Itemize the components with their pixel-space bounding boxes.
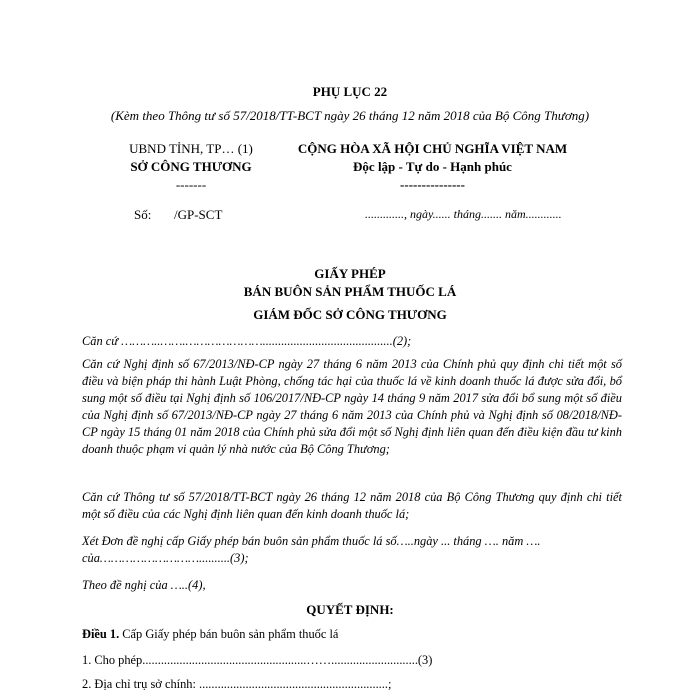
province-line: UBND TỈNH, TP… (1) bbox=[129, 141, 253, 156]
left-divider: ------- bbox=[175, 177, 207, 192]
circular-paragraph: Căn cứ Thông tư số 57/2018/TT-BCT ngày 26 tháng 12 năm 2018 của Bộ Công Thương quy định chi tiết một số điều của các Nghị định liên quan đến kinh doanh thuốc lá; bbox=[82, 490, 622, 521]
national-motto-header bbox=[275, 140, 590, 194]
application-line1: Xét Đơn đề nghị cấp Giấy phép bán buôn sản phẩm thuốc lá số…..ngày ... tháng …. năm …. bbox=[82, 534, 541, 548]
appendix-title: PHỤ LỤC 22 bbox=[312, 84, 388, 99]
date-line: ............., ngày...... tháng....... năm............ bbox=[365, 207, 562, 221]
issuing-authority-header bbox=[96, 140, 286, 194]
application-line2: của………………………..........(3); bbox=[82, 551, 249, 565]
director-title: GIÁM ĐỐC SỞ CÔNG THƯƠNG bbox=[253, 307, 447, 322]
article-1 bbox=[82, 627, 338, 642]
permit-title bbox=[0, 265, 700, 301]
article-1-text: Cấp Giấy phép bán buôn sản phẩm thuốc lá bbox=[119, 627, 339, 641]
application-paragraph bbox=[82, 533, 622, 567]
right-divider: --------------- bbox=[400, 177, 465, 192]
permit-title-line1: GIẤY PHÉP bbox=[314, 266, 386, 281]
decree-paragraph: Căn cứ Nghị định số 67/2013/NĐ-CP ngày 27 tháng 6 năm 2013 của Chính phủ quy định chi tiết một số điều và biện pháp thi hành Luật Phòng, chống tác hại của thuốc lá về kinh doanh thuốc lá được sửa đổi, bổ sung một số điều tại Nghị định số 106/2017/NĐ-CP ngày 14 tháng 9 năm 2017 sửa đổi bổ sung một số điều của Nghị định số 67/2013/NĐ-CP ngày 27 tháng 6 năm 2013 của Chính phủ và Nghị định số 08/2018/NĐ-CP ngày 15 tháng 01 năm 2018 của Chính phủ sửa đổi một số Nghị định liên quan đến điều kiện đầu tư kinh doanh thuộc phạm vi quản lý nhà nước của Bộ Công Thương; bbox=[82, 357, 622, 456]
basis-paragraph: Căn cứ ………..…….…………………..........................................(2); bbox=[82, 334, 412, 348]
motto-line: Độc lập - Tự do - Hạnh phúc bbox=[353, 159, 512, 174]
proposal-paragraph: Theo đề nghị của …..(4), bbox=[82, 578, 206, 592]
article-item-2: 2. Địa chỉ trụ sở chính: .............................................................; bbox=[82, 677, 392, 691]
permit-title-line2: BÁN BUÔN SẢN PHẨM THUỐC LÁ bbox=[243, 284, 457, 299]
doc-number-label: Số: bbox=[134, 207, 152, 222]
appendix-subtitle: (Kèm theo Thông tư số 57/2018/TT-BCT ngày 26 tháng 12 năm 2018 của Bộ Công Thương) bbox=[110, 108, 590, 123]
doc-number-code: /GP-SCT bbox=[174, 207, 223, 222]
country-line: CỘNG HÒA XÃ HỘI CHỦ NGHĨA VIỆT NAM bbox=[297, 141, 568, 156]
decision-title: QUYẾT ĐỊNH: bbox=[306, 602, 394, 617]
article-item-1: 1. Cho phép.....................................................……............................(3) bbox=[82, 653, 433, 667]
article-1-label: Điều 1. bbox=[82, 627, 120, 641]
department-line: SỞ CÔNG THƯƠNG bbox=[130, 159, 252, 174]
